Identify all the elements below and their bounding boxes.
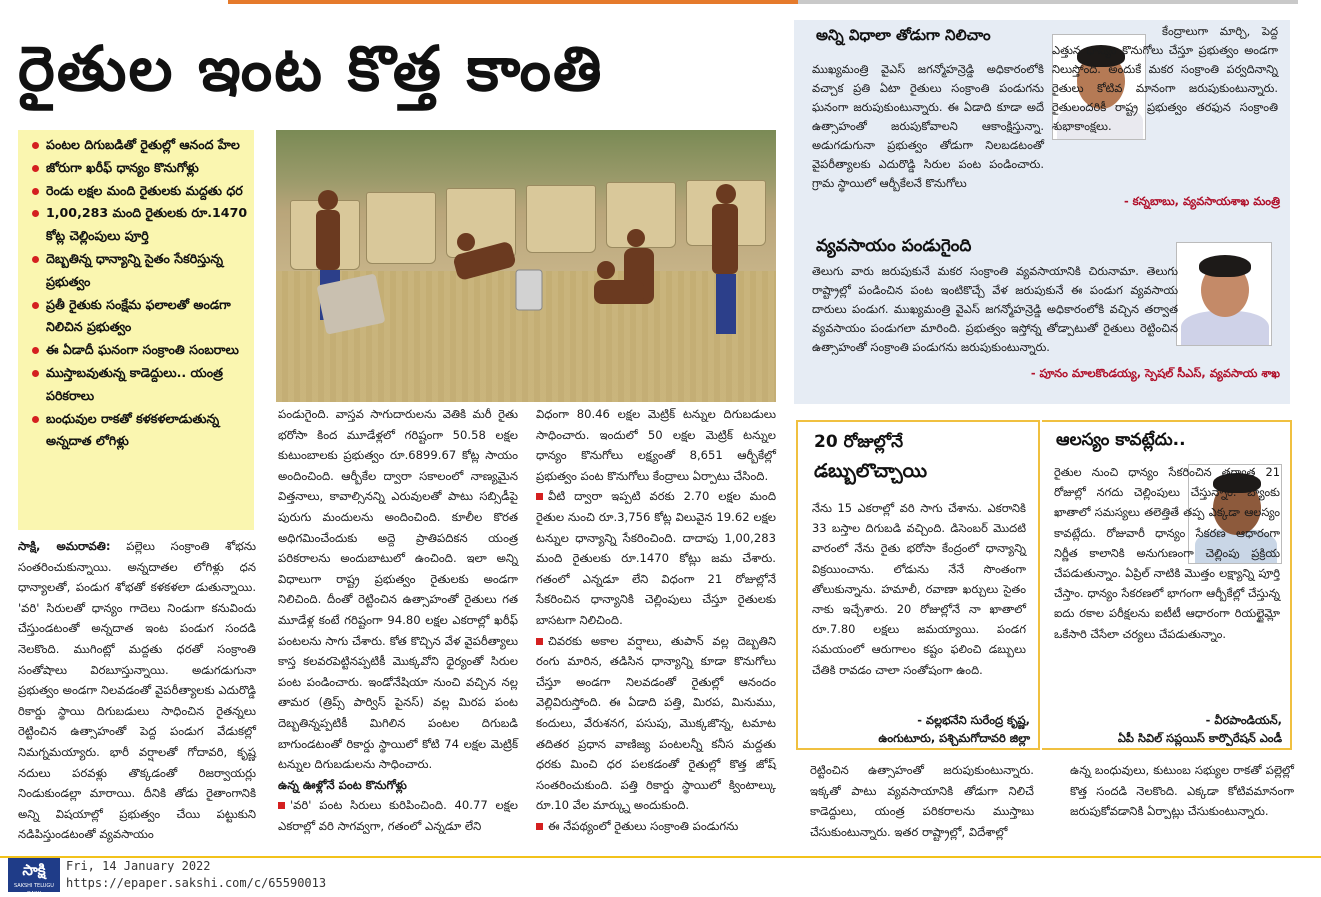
official-byline-title: ఏపీ సివిల్ సప్లయిస్ కార్పొరేషన్ ఎండీ (1117, 731, 1282, 745)
highlight-item: జోరుగా ఖరీఫ్ ధాన్యం కొనుగోళ్లు (32, 157, 248, 180)
article-column-3 (536, 404, 776, 836)
farmer-byline-place: ఉంగుటూరు, పశ్చిమగోదావరి జిల్లా (878, 731, 1030, 745)
quote-byline-minister: - కన్నబాబు, వ్యవసాయశాఖ మంత్రి (1123, 194, 1280, 208)
highlight-item: ఈ ఏడాదీ ఘనంగా సంక్రాంతి సంబరాలు (32, 339, 248, 362)
subheading: ఉన్న ఊళ్లోనే పంట కొనుగోళ్లు (278, 777, 407, 792)
bullet-marker (278, 802, 285, 809)
highlight-item: ముస్తాబవుతున్న కాడెద్దులు.. యంత్ర పరికరాలు (32, 362, 248, 408)
official-byline-name: - వీరపాండియన్, (1205, 713, 1282, 727)
official-quote-title: ఆలస్యం కావట్లేదు.. (1056, 430, 1186, 450)
body-text: చివరకు అకాల వర్షాలు, తుపాన్ వల్ల దెబ్బతిని రంగు మారిన, తడిసిన ధాన్యాన్ని కూడా కొనుగోలు చేస్తూ అండగా నిలవడంతో రైతుల్లో ఆనందం వెల్లివిరుస్తోంది. ఈ ఏడాది పత్తి, మిరప, మినుము, కందులు, వేరుశనగ, పసుపు, మొక్కజొన్న, టమాట తదితర ప్రధాన వాణిజ్య పంటలన్నీ కనీస మద్దతు ధరకు మించి ధర పలకడంతో రైతుల్లో కొత్త జోష్ సంతరించుకుంది. పత్తి రికార్డు స్థాయిలో క్వింటాల్కు రూ.10 వేల మార్క్ను అందుకుంది. (536, 633, 776, 813)
farmer-quote-title-1: 20 రోజుల్లోనే (814, 432, 904, 452)
farmer-byline-name: - వల్లభనేని సురేంద్ర కృష్ణ, (917, 713, 1030, 727)
quotes-box (794, 20, 1290, 404)
headline: రైతుల ఇంట కొత్త కాంతి (18, 32, 604, 105)
bullet-marker (536, 638, 543, 645)
official-quote-text: రైతుల నుంచి ధాన్యం సేకరించిన తర్వాత 21 రోజుల్లో నగదు చెల్లింపులు చేస్తున్నాం. బ్యాంకు ఖాతాలో సమస్యలు తలెత్తితే తప్ప ఎక్కడా ఆలస్యం కావట్లేదు. రోజువారీ ధాన్యం సేకరణ ఆధారంగా నిర్ణీత కాలానికి అనుగుణంగా చెల్లింపు ప్రక్రియ చేపడుతున్నాం. ఏప్రిల్ నాటికి మొత్తం లక్ష్యాన్ని పూర్తి చేస్తాం. ధాన్యం సేకరణలో భాగంగా ఆర్బీకేల్లో చేస్తున్న ఐదు రకాల పరీక్షలను ఐటీటీ ఆధారంగా రియల్టైమ్లో ఒకేసారి చేసేలా చర్యలు చేపడుతున్నాం. (1054, 465, 1280, 641)
quote-byline-csec: - పూనం మాలకొండయ్య, స్పెషల్ సీఎస్, వ్యవసాయ శాఖ (1030, 366, 1280, 380)
quote-title-csec: వ్యవసాయం పండుగైంది (816, 236, 972, 256)
highlight-item: ప్రతీ రైతుకు సంక్షేమ ఫలాలతో అండగా నిలిచిన ప్రభుత్వం (32, 294, 248, 340)
highlight-item: 1,00,283 మంది రైతులకు రూ.1470 కోట్ల చెల్లింపులు పూర్తి (32, 202, 248, 248)
bullet-marker (536, 823, 543, 830)
sakshi-logo: సాక్షి SAKSHI TELUGU DAILY (8, 858, 60, 892)
footer-meta (66, 858, 326, 892)
quote-text-minister-cont: కేంద్రాలుగా మార్చి, పెద్ద ఎత్తున ధాన్యం కొనుగోలు చేస్తూ ప్రభుత్వం అండగా నిలుస్తోంది. అందుకే మకర సంక్రాంతి పర్వదినాన్ని రైతులు కోటివ మానంగా జరుపుకుంటున్నారు. రైతులందరికీ రాష్ట్ర ప్రభుత్వం తరఫున సంక్రాంతి శుభాకాంక్షలు. (1052, 24, 1278, 133)
body-text: రెట్టించిన ఉత్సాహంతో జరుపుకుంటున్నారు. ఇక్కతో పాటు వ్యవసాయానికి తోడుగా నిలిచే కాడెద్దులు, యంత్ర పరికరాలను ముస్తాబు చేసుకుంటున్నారు. ఇతర రాష్ట్రాల్లో, విదేశాల్లో (810, 763, 1034, 839)
body-text: పల్లెలు సంక్రాంతి శోభను సంతరించుకున్నాయి. అన్నదాతల లోగిళ్లు ధన ధాన్యాలతో, పండుగ శోభతో కళకళలా డుతున్నాయి. 'వరి' సిరులతో ధాన్యం గాదెలు నిండుగా కనువిందు చేస్తుండటంతో అన్నదాత ఇంట పండుగ సందడి నెలకొంది. ముగింట్లో మద్దతు ధరతో సంక్రాంతి సంతోషాలు విరబూస్తున్నాయి. అడుగడుగునా ప్రభుత్వం అండగా నిలవడంతో వైపరీత్యాలకు ఎదురొడ్డి రికార్డు స్థాయి దిగుబడులు సాధించిన రైతన్నలు రెట్టించిన ఉత్సాహంతో పెద్ద పండుగ వేడుకల్లో నిమగ్నమయ్యారు. భారీ వర్షాలతో గోదావరి, కృష్ణ నదులు పరవళ్లు తొక్కడంతో రిజర్వాయర్లు నిండుకుండల్లా మారాయి. దీనికి తోడు రైతాంగానికి అన్ని విషయాల్లో ప్రభుత్వం చేయి పట్టుకుని నడిపిస్తుండటంతో వ్యవసాయం (18, 539, 257, 842)
publication-date: Fri, 14 January 2022 (66, 859, 211, 873)
highlight-item: దెబ్బతిన్న ధాన్యాన్ని సైతం సేకరిస్తున్న ప్రభుత్వం (32, 248, 248, 294)
quote-text-minister: ముఖ్యమంత్రి వైఎస్ జగన్మోహన్రెడ్డి అధికారంలోకి వచ్చాక ప్రతి ఏటా రైతులు సంక్రాంతి పండుగను ఘనంగా జరుపుకుంటున్నారు. ఈ ఏడాది కూడా అదే ఉత్సాహంతో జరుపుకోవాలని ఆకాంక్షిస్తున్నా. అడుగడుగునా ప్రభుత్వం తోడుగా నిలబడటంతో వైపరీత్యాలకు ఎదురొడ్డి సిరుల పంట పండించారు. గ్రామ స్థాయిలో ఆర్బీకేలనే కొనుగోలు (812, 62, 1044, 190)
farmer-quote-text: నేను 15 ఎకరాల్లో వరి సాగు చేశాను. ఎకరానికి 33 బస్తాల దిగుబడి వచ్చింది. డిసెంబర్ మొదటి వారంలో నేను రైతు భరోసా కేంద్రంలో ధాన్యాన్ని విక్రయించాను. లోడును నేనే సొంతంగా తోలుకున్నాను. హమాలీ, రవాణా ఖర్చులు సైతం నాకు ఇచ్చేశారు. 20 రోజుల్లోనే నా ఖాతాలో రూ.7.80 లక్షలు జమయ్యాయి. పండగ సమయంలో ఆరుగాలం కష్టం ఫలించి డబ్బులు చేతికి రావడం చాలా సంతోషంగా ఉంది. (812, 501, 1026, 677)
article-column-5-bottom (1070, 760, 1294, 840)
body-text: ఉన్న బంధువులు, కుటుంబ సభ్యుల రాకతో పల్లెల్లో కొత్త సందడి నెలకొంది. ఎక్కడా కోటివమానంగా జరుపుకోవడానికి ఏర్పాట్లు చేసుకుంటున్నారు. (1070, 763, 1294, 819)
body-text: ఈ నేపథ్యంలో రైతులు సంక్రాంతి పండుగను (548, 818, 739, 833)
dateline: సాక్షి, అమరావతి: (18, 539, 111, 553)
official-quote-box (1042, 420, 1292, 750)
highlight-item: బంధువుల రాకతో కళకళలాడుతున్న అన్నదాత లోగిళ్లు (32, 408, 248, 454)
epaper-link[interactable]: https://epaper.sakshi.com/c/65590013 (66, 876, 327, 890)
body-text: పండుగైంది. వాస్తవ సాగుదారులను వెతికి మరీ రైతు భరోసా కింద మూడేళ్లలో గరిష్టంగా 50.58 లక్షల కుటుంబాలకు ప్రభుత్వం రూ.6899.67 కోట్ల సాయం అందించింది. ఆర్బీకేల ద్వారా సకాలంలో నాణ్యమైన విత్తనాలు, కావాల్సినన్ని ఎరువులతో పాటు సబ్సిడీపై పురుగు మందులను అందించింది. కూలీల కొరత అధిగమించేందుకు అద్దె ప్రాతిపదికన యంత్ర పరికరాలను అందుబాటులో ఉంచింది. ఇలా అన్ని విధాలుగా రాష్ట్ర ప్రభుత్వం రైతులకు అండగా నిలిచింది. దీంతో రెట్టించిన ఉత్సాహంతో రైతులు గత మూడేళ్ల కంటే గరిష్టంగా 94.80 లక్షల ఎకరాల్లో ఖరీఫ్ పంటలను సాగు చేశారు. కోత కొచ్చిన వేళ వైపరీత్యాలు కాస్త కలవరపెట్టినప్పటికీ మొక్కవోని ధైర్యంతో సిరుల పంట పండించారు. ఇండోనేషియా నుంచి వచ్చిన నల్ల తామర (త్రిప్స్ పార్విస్ పైనస్) వల్ల మిరప పంట దెబ్బతిన్నప్పటికీ మిగిలిన పంటల దిగుబడి బాగుండటంతో రికార్డు స్థాయిలో కోటి 74 లక్షల మెట్రిక్ టన్నుల దిగుబడులను సాధించారు. (278, 407, 518, 772)
article-column-2 (278, 404, 518, 836)
highlight-item: పంటల దిగుబడితో రైతుల్లో ఆనంద హేల (32, 134, 248, 157)
highlight-item: రెండు లక్షల మంది రైతులకు మద్దతు ధర (32, 180, 248, 203)
article-column-4-bottom (810, 760, 1034, 840)
quote-title-minister: అన్ని విధాలా తోడుగా నిలిచాం (816, 26, 991, 44)
bullet-marker (536, 493, 543, 500)
top-color-bar (0, 0, 1321, 4)
highlights-box (18, 130, 254, 530)
article-column-1 (18, 536, 257, 842)
farmer-quote-box (796, 420, 1040, 750)
special-cs-photo (1176, 242, 1272, 346)
body-text: 'వరి' పంట సిరులు కురిపించింది. 40.77 లక్షల ఎకరాల్లో వరి సాగవ్వగా, గతంలో ఎన్నడూ లేని (278, 798, 518, 833)
farmers-grain-photo (276, 130, 776, 402)
quote-text-csec: తెలుగు వారు జరుపుకునే మకర సంక్రాంతి వ్యవసాయానికి చిరునామా. తెలుగు రాష్ట్రాల్లో పండించిన పంట ఇంటికొచ్చే వేళ జరుపుకునే ఈ పండుగ వ్యవసాయ దారులు పండుగ. ముఖ్యమంత్రి వైఎస్ జగన్మోహన్రెడ్డి అధికారంలోకి వచ్చిన తర్వాత వ్యవసాయం పండుగలా మారింది. ప్రభుత్వం ఇస్తోన్న తోడ్పాటుతో రైతులు రెట్టించిన ఉత్సాహంతో సంక్రాంతి పండుగను జరుపుకుంటున్నారు. (812, 264, 1178, 354)
farmer-quote-title-2: డబ్బులొచ్చాయి (814, 460, 928, 482)
body-text: వీటి ద్వారా ఇప్పటి వరకు 2.70 లక్షల మంది రైతుల నుంచి రూ.3,756 కోట్ల విలువైన 19.62 లక్షల టన్నుల ధాన్యాన్ని సేకరించింది. దాదాపు 1,00,283 మంది రైతులకు రూ.1470 కోట్లు జమ చేశారు. గతంలో ఎన్నడూ లేని విధంగా 21 రోజుల్లోనే సేకరించిన ధాన్యానికి చెల్లింపులు చేస్తూ రైతులకు బాసటగా నిలిచింది. (536, 489, 776, 627)
body-text: విధంగా 80.46 లక్షల మెట్రిక్ టన్నుల దిగుబడులు సాధించారు. ఇందులో 50 లక్షల మెట్రిక్ టన్నుల ధాన్యం కొనుగోలు లక్ష్యంతో 8,651 ఆర్బీకేల్లో ప్రభుత్వం పంట కొనుగోలు కేంద్రాలు ఏర్పాటు చేసింది. (536, 407, 776, 483)
